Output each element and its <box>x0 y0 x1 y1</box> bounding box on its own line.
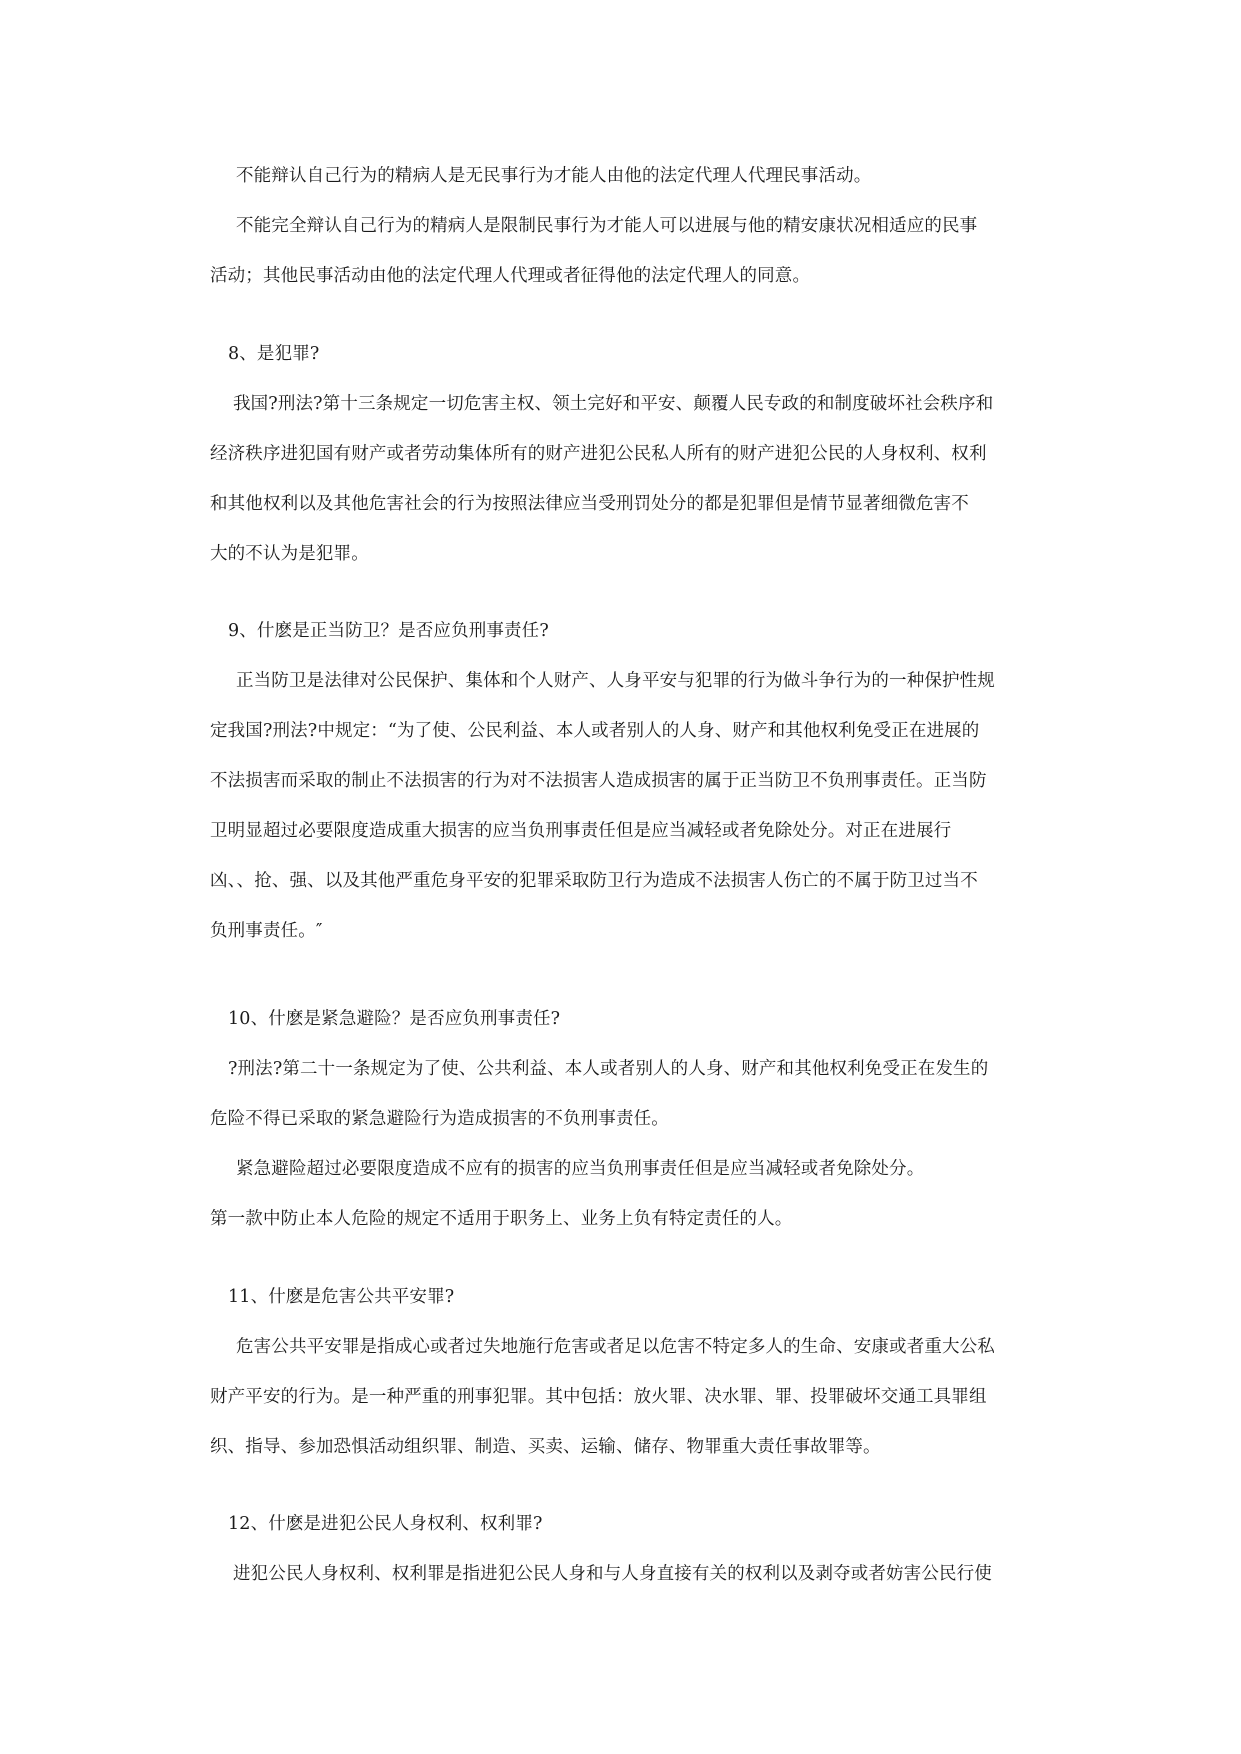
section-heading: 8、是犯罪? <box>228 344 320 364</box>
section-heading: 10、什麽是紧急避险？是否应负刑事责任? <box>228 1009 561 1029</box>
text-line: 不法损害而采取的制止不法损害的行为对不法损害人造成损害的属于正当防卫不负刑事责任。正当防 <box>210 771 987 791</box>
text-line: 凶、、抢、强、以及其他严重危身平安的犯罪采取防卫行为造成不法损害人伤亡的不属于防卫过当不 <box>210 871 978 891</box>
text-line: 大的不认为是犯罪。 <box>210 544 369 564</box>
text-line: 定我国?刑法?中规定：“为了使、公民利益、本人或者别人的人身、财产和其他权利免受正在进展的 <box>210 721 980 741</box>
text-line: 危险不得已采取的紧急避险行为造成损害的不负刑事责任。 <box>210 1109 669 1129</box>
text-line: 我国?刑法?第十三条规定一切危害主权、领土完好和平安、颠覆人民专政的和制度破坏社会秩序和 <box>233 394 994 414</box>
text-line: 织、指导、参加恐惧活动组织罪、制造、买卖、运输、储存、物罪重大责任事故罪等。 <box>210 1437 881 1457</box>
text-line: 进犯公民人身权利、权利罪是指进犯公民人身和与人身直接有关的权利以及剥夺或者妨害公民行使 <box>233 1564 992 1584</box>
section-heading: 9、什麽是正当防卫？是否应负刑事责任? <box>228 621 549 641</box>
text-line: 第一款中防止本人危险的规定不适用于职务上、业务上负有特定责任的人。 <box>210 1209 793 1229</box>
text-line: 负刑事责任。″ <box>210 921 323 941</box>
text-line: 不能完全辩认自己行为的精病人是限制民事行为才能人可以进展与他的精安康状况相适应的民事 <box>236 216 978 236</box>
text-line: 和其他权利以及其他危害社会的行为按照法律应当受刑罚处分的都是犯罪但是情节显著细微危害不 <box>210 494 969 514</box>
text-line: 正当防卫是法律对公民保护、集体和个人财产、人身平安与犯罪的行为做斗争行为的一种保护性规 <box>236 671 995 691</box>
text-line: 活动；其他民事活动由他的法定代理人代理或者征得他的法定代理人的同意。 <box>210 266 811 286</box>
text-line: 危害公共平安罪是指成心或者过失地施行危害或者足以危害不特定多人的生命、安康或者重大公私 <box>236 1337 995 1357</box>
section-heading: 12、什麽是进犯公民人身权利、权利罪? <box>228 1514 543 1534</box>
text-line: 紧急避险超过必要限度造成不应有的损害的应当负刑事责任但是应当减轻或者免除处分。 <box>236 1159 925 1179</box>
text-line: 卫明显超过必要限度造成重大损害的应当负刑事责任但是应当减轻或者免除处分。对正在进展行 <box>210 821 952 841</box>
text-line: 经济秩序进犯国有财产或者劳动集体所有的财产进犯公民私人所有的财产进犯公民的人身权利、权利 <box>210 444 987 464</box>
text-line: 财产平安的行为。是一种严重的刑事犯罪。其中包括：放火罪、决水罪、罪、投罪破坏交通工具罪组 <box>210 1387 987 1407</box>
text-line: 不能辩认自己行为的精病人是无民事行为才能人由他的法定代理人代理民事活动。 <box>236 166 872 186</box>
text-line: ?刑法?第二十一条规定为了使、公共利益、本人或者别人的人身、财产和其他权利免受正在发生的 <box>228 1059 989 1079</box>
section-heading: 11、什麽是危害公共平安罪? <box>228 1287 455 1307</box>
